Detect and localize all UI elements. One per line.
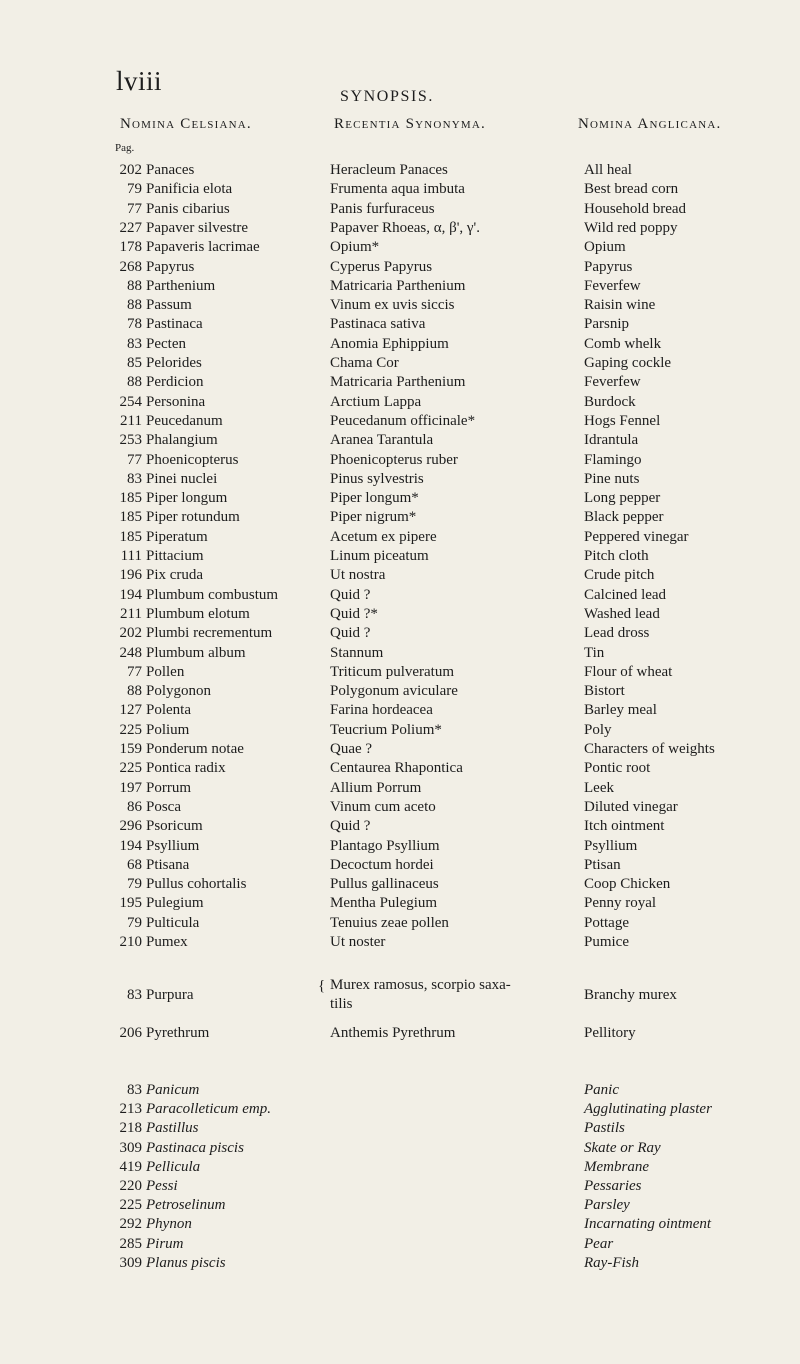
table-row-pyrethrum: [0, 1024, 800, 1043]
modern-synonym: Decoctum hordei: [330, 856, 434, 873]
modern-synonym: Plantago Psyllium: [330, 837, 440, 854]
celsian-name: Pastillus: [146, 1120, 199, 1137]
celsian-name: Pinei nuclei: [146, 470, 218, 487]
english-name: Skate or Ray: [584, 1139, 661, 1156]
page-ref: 185: [119, 528, 142, 545]
english-name: Idrantula: [584, 432, 639, 449]
page-ref: 79: [127, 876, 142, 893]
celsian-name: Panis cibarius: [146, 200, 230, 217]
modern-synonym: Mentha Pulegium: [330, 895, 438, 912]
celsian-name: Plumbum combustum: [146, 586, 279, 603]
addenda-row: [0, 1139, 800, 1158]
modern-synonym: Matricaria Parthenium: [330, 277, 466, 294]
english-name: Diluted vinegar: [584, 798, 678, 815]
page-ref: 127: [119, 702, 142, 719]
modern-synonym: Anthemis Pyrethrum: [330, 1025, 456, 1041]
modern-synonym: Centaurea Rhapontica: [330, 760, 463, 777]
english-name: Agglutinating plaster: [584, 1101, 712, 1118]
modern-synonym: Farina hordeacea: [330, 702, 433, 719]
english-name: Opium: [584, 239, 626, 256]
table-row: [0, 161, 800, 180]
page-ref: 218: [119, 1120, 142, 1137]
celsian-name: Papyrus: [146, 258, 195, 275]
english-name: Lead dross: [584, 625, 650, 642]
celsian-name: Piper longum: [146, 490, 228, 507]
page-ref: 211: [120, 412, 142, 429]
table-row: [0, 354, 800, 373]
page-ref: 213: [119, 1101, 142, 1118]
table-row: [0, 508, 800, 527]
english-name: Pontic root: [584, 760, 651, 777]
celsian-name: Pecten: [146, 335, 186, 352]
english-name: Ray-Fish: [584, 1254, 639, 1271]
celsian-name: Porrum: [146, 779, 191, 796]
english-name: Long pepper: [584, 490, 661, 507]
table-row: [0, 682, 800, 701]
english-name: Itch ointment: [584, 818, 665, 835]
modern-synonym: Piper longum*: [330, 490, 419, 507]
page-ref: 211: [120, 605, 142, 622]
celsian-name: Passum: [146, 297, 192, 314]
modern-synonym: Pullus gallinaceus: [330, 876, 439, 893]
table-row: [0, 393, 800, 412]
page-ref: 77: [127, 200, 142, 217]
english-name: Washed lead: [584, 605, 660, 622]
page-ref: 210: [119, 934, 142, 950]
table-row: [0, 701, 800, 720]
table-row: [0, 740, 800, 759]
english-name: Hogs Fennel: [584, 412, 661, 429]
column-heading-celsiana: Nomina Celsiana.: [120, 116, 252, 132]
pag-label: Pag.: [115, 142, 135, 154]
celsian-name: Papaveris lacrimae: [146, 239, 260, 256]
addenda-row: [0, 1254, 800, 1273]
table-row: [0, 644, 800, 663]
modern-synonym: Triticum pulveratum: [330, 663, 455, 680]
table-row: [0, 759, 800, 778]
english-name: Pessaries: [584, 1178, 642, 1194]
page-ref: 79: [127, 181, 142, 198]
english-name: Household bread: [584, 200, 687, 217]
page-ref: 88: [127, 277, 142, 294]
table-row: [0, 605, 800, 624]
celsian-name: Piperatum: [146, 528, 208, 545]
modern-synonym: Stannum: [330, 644, 384, 661]
celsian-name: Panicum: [146, 1082, 200, 1098]
celsian-name: Posca: [146, 798, 181, 815]
page-ref: 202: [119, 162, 142, 178]
modern-synonym: Piper nigrum*: [330, 509, 417, 526]
modern-synonym: Peucedanum officinale*: [330, 412, 476, 429]
english-name: Panic: [584, 1082, 619, 1098]
celsian-name: Purpura: [146, 987, 194, 1003]
celsian-name: Pelorides: [146, 355, 202, 371]
page-ref: 268: [119, 258, 142, 275]
page-ref: 248: [119, 644, 142, 661]
page-number: lviii: [116, 66, 163, 96]
page-ref: 78: [127, 316, 142, 333]
english-name: Parsnip: [584, 316, 629, 333]
modern-synonym: Anomia Ephippium: [330, 335, 449, 352]
english-name: Peppered vinegar: [584, 528, 689, 545]
english-name: Crude pitch: [584, 567, 655, 584]
table-row: [0, 180, 800, 199]
english-name: Barley meal: [584, 702, 657, 719]
table-row: [0, 547, 800, 566]
modern-synonym: Quid ?: [330, 625, 371, 642]
modern-synonym: Acetum ex pipere: [330, 528, 437, 545]
english-name: Gaping cockle: [584, 355, 672, 371]
table-row: [0, 238, 800, 257]
addenda-row: [0, 1177, 800, 1196]
modern-synonym: Phoenicopterus ruber: [330, 451, 458, 468]
celsian-name: Petroselinum: [146, 1197, 226, 1214]
table-row: [0, 817, 800, 836]
modern-synonym: [330, 976, 511, 1014]
page-ref: 225: [119, 721, 142, 738]
addenda-row: [0, 1235, 800, 1254]
addenda-row: [0, 1081, 800, 1100]
page-ref: 83: [127, 987, 142, 1003]
english-name: Pottage: [584, 914, 629, 931]
english-name: Flour of wheat: [584, 663, 673, 680]
celsian-name: Phalangium: [146, 432, 218, 449]
english-name: Bistort: [584, 683, 625, 700]
table-row: [0, 373, 800, 392]
page-ref: 85: [127, 355, 142, 371]
english-name: Branchy murex: [584, 987, 677, 1003]
english-name: Incarnating ointment: [584, 1216, 712, 1233]
celsian-name: Polium: [146, 721, 190, 738]
english-name: Feverfew: [584, 277, 641, 294]
celsian-name: Panaces: [146, 162, 195, 178]
celsian-name: Plumbi recrementum: [146, 625, 273, 642]
modern-synonym: Ut nostra: [330, 567, 386, 584]
celsian-name: Pastinaca: [146, 316, 203, 333]
modern-synonym: Quid ?*: [330, 605, 378, 622]
celsian-name: Papaver silvestre: [146, 219, 249, 236]
page-ref: 309: [119, 1139, 142, 1156]
table-row: [0, 837, 800, 856]
modern-synonym: Vinum cum aceto: [330, 798, 436, 815]
english-name: Tin: [584, 644, 605, 661]
table-row: [0, 624, 800, 643]
english-name: Best bread corn: [584, 181, 679, 198]
celsian-name: Personina: [146, 393, 206, 410]
modern-synonym: Quid ?: [330, 586, 371, 603]
page-ref: 419: [119, 1158, 142, 1175]
celsian-name: Pulegium: [146, 895, 204, 912]
page-ref: 88: [127, 374, 142, 391]
page-ref: 185: [119, 509, 142, 526]
english-name: Pellitory: [584, 1025, 636, 1041]
celsian-name: Panificia elota: [146, 181, 233, 198]
modern-synonym: Opium*: [330, 239, 380, 256]
page-ref: 227: [119, 219, 142, 236]
page-ref: 83: [127, 470, 142, 487]
table-row: [0, 335, 800, 354]
table-row: [0, 663, 800, 682]
modern-synonym: Arctium Lappa: [330, 393, 422, 410]
celsian-name: Pullus cohortalis: [146, 876, 247, 893]
table-row: [0, 200, 800, 219]
page-ref: 220: [119, 1178, 142, 1194]
table-row: [0, 875, 800, 894]
celsian-name: Peucedanum: [146, 412, 223, 429]
english-name: Leek: [584, 779, 614, 796]
addenda-row: [0, 1119, 800, 1138]
table-row: [0, 489, 800, 508]
modern-synonym: Heracleum Panaces: [330, 162, 448, 178]
celsian-name: Phynon: [146, 1216, 192, 1233]
english-name: Papyrus: [584, 258, 633, 275]
celsian-name: Psyllium: [146, 837, 200, 854]
celsian-name: Pellicula: [146, 1158, 201, 1175]
table-row: [0, 586, 800, 605]
table-row: [0, 933, 800, 952]
page-ref: 86: [127, 798, 142, 815]
table-row: [0, 451, 800, 470]
brace-mark: {: [318, 978, 326, 994]
english-name: Flamingo: [584, 451, 642, 468]
english-name: Parsley: [584, 1197, 630, 1214]
table-row: [0, 528, 800, 547]
page-ref: 285: [119, 1235, 142, 1252]
table-row: [0, 894, 800, 913]
page-ref: 196: [119, 567, 142, 584]
table-row: [0, 470, 800, 489]
table-row: [0, 914, 800, 933]
modern-synonym: Polygonum aviculare: [330, 683, 458, 700]
table-row: [0, 779, 800, 798]
english-name: Black pepper: [584, 509, 664, 526]
modern-synonym: Panis furfuraceus: [330, 200, 435, 217]
english-name: Raisin wine: [584, 297, 656, 314]
celsian-name: Pyrethrum: [146, 1025, 210, 1041]
english-name: Ptisan: [584, 856, 621, 873]
page-ref: 88: [127, 297, 142, 314]
celsian-name: Plumbum elotum: [146, 605, 250, 622]
modern-synonym: Papaver Rhoeas, α, β', γ'.: [330, 219, 480, 236]
english-name: Pastils: [584, 1120, 625, 1137]
addenda-row: [0, 1215, 800, 1234]
page-ref: 202: [119, 625, 142, 642]
celsian-name: Pumex: [146, 934, 188, 950]
page-ref: 83: [127, 335, 142, 352]
page-ref: 185: [119, 490, 142, 507]
table-row-purpura: [0, 976, 800, 1016]
celsian-name: Piper rotundum: [146, 509, 240, 526]
table-row: [0, 431, 800, 450]
page-ref: 194: [119, 837, 142, 854]
celsian-name: Planus piscis: [146, 1254, 226, 1271]
synonym-line-1: Murex ramosus, scorpio saxa-: [330, 977, 511, 993]
table-row: [0, 258, 800, 277]
table-row: [0, 856, 800, 875]
english-name: Burdock: [584, 393, 636, 410]
table-row: [0, 296, 800, 315]
page-ref: 88: [127, 683, 142, 700]
page-ref: 225: [119, 760, 142, 777]
page-ref: 292: [119, 1216, 142, 1233]
modern-synonym: Quae ?: [330, 741, 373, 757]
modern-synonym: Cyperus Papyrus: [330, 258, 433, 275]
modern-synonym: Teucrium Polium*: [330, 721, 442, 738]
english-name: Poly: [584, 721, 612, 738]
page-ref: 77: [127, 451, 142, 468]
celsian-name: Parthenium: [146, 277, 216, 294]
english-name: Membrane: [584, 1158, 649, 1175]
running-head: SYNOPSIS.: [340, 88, 434, 105]
celsian-name: Pollen: [146, 663, 185, 680]
celsian-name: Pulticula: [146, 914, 200, 931]
page-ref: 68: [127, 856, 142, 873]
english-name: All heal: [584, 162, 632, 178]
celsian-name: Pessi: [146, 1178, 178, 1194]
column-heading-anglicana: Nomina Anglicana.: [578, 116, 722, 132]
modern-synonym: Pastinaca sativa: [330, 316, 426, 333]
english-name: Pumice: [584, 934, 629, 950]
modern-synonym: Vinum ex uvis siccis: [330, 297, 455, 314]
modern-synonym: Quid ?: [330, 818, 371, 835]
page-ref: 195: [119, 895, 142, 912]
english-name: Feverfew: [584, 374, 641, 391]
english-name: Pitch cloth: [584, 548, 649, 564]
modern-synonym: Ut noster: [330, 934, 386, 950]
celsian-name: Pontica radix: [146, 760, 226, 777]
modern-synonym: Matricaria Parthenium: [330, 374, 466, 391]
table-row: [0, 566, 800, 585]
celsian-name: Perdicion: [146, 374, 204, 391]
modern-synonym: Allium Porrum: [330, 779, 422, 796]
celsian-name: Paracolleticum emp.: [146, 1101, 271, 1118]
page-ref: 79: [127, 914, 142, 931]
celsian-name: Pittacium: [146, 548, 204, 564]
modern-synonym: Tenuius zeae pollen: [330, 914, 449, 931]
page-ref: 159: [119, 741, 142, 757]
column-heading-synonyma: Recentia Synonyma.: [334, 116, 486, 132]
celsian-name: Polenta: [146, 702, 191, 719]
celsian-name: Pirum: [146, 1235, 184, 1252]
page-ref: 197: [119, 779, 142, 796]
celsian-name: Phoenicopterus: [146, 451, 239, 468]
modern-synonym: Aranea Tarantula: [330, 432, 434, 449]
celsian-name: Polygonon: [146, 683, 212, 700]
synonym-line-2: tilis: [330, 996, 353, 1012]
page-ref: 83: [127, 1082, 142, 1098]
english-name: Calcined lead: [584, 586, 667, 603]
addenda-row: [0, 1100, 800, 1119]
english-name: Characters of weights: [584, 741, 715, 757]
page-ref: 309: [119, 1254, 142, 1271]
celsian-name: Pix cruda: [146, 567, 204, 584]
table-row: [0, 721, 800, 740]
english-name: Penny royal: [584, 895, 657, 912]
english-name: Pear: [584, 1235, 614, 1252]
table-row: [0, 412, 800, 431]
page-ref: 178: [119, 239, 142, 256]
celsian-name: Ptisana: [146, 856, 190, 873]
celsian-name: Psoricum: [146, 818, 203, 835]
modern-synonym: Chama Cor: [330, 355, 399, 371]
english-name: Pine nuts: [584, 470, 640, 487]
english-name: Psyllium: [584, 837, 638, 854]
modern-synonym: Pinus sylvestris: [330, 470, 424, 487]
table-row: [0, 219, 800, 238]
celsian-name: Pastinaca piscis: [146, 1139, 244, 1156]
celsian-name: Plumbum album: [146, 644, 246, 661]
modern-synonym: Frumenta aqua imbuta: [330, 181, 465, 198]
addenda-row: [0, 1196, 800, 1215]
english-name: Comb whelk: [584, 335, 662, 352]
english-name: Coop Chicken: [584, 876, 671, 893]
english-name: Wild red poppy: [584, 219, 678, 236]
celsian-name: Ponderum notae: [146, 741, 244, 757]
modern-synonym: Linum piceatum: [330, 548, 429, 564]
addenda-row: [0, 1158, 800, 1177]
page-ref: 225: [119, 1197, 142, 1214]
table-row: [0, 315, 800, 334]
page-ref: 111: [120, 548, 142, 564]
page-ref: 254: [119, 393, 142, 410]
page-ref: 253: [119, 432, 142, 449]
page-ref: 77: [127, 663, 142, 680]
page-ref: 296: [119, 818, 142, 835]
page-ref: 206: [119, 1025, 142, 1041]
table-row: [0, 798, 800, 817]
page-ref: 194: [119, 586, 142, 603]
table-row: [0, 277, 800, 296]
